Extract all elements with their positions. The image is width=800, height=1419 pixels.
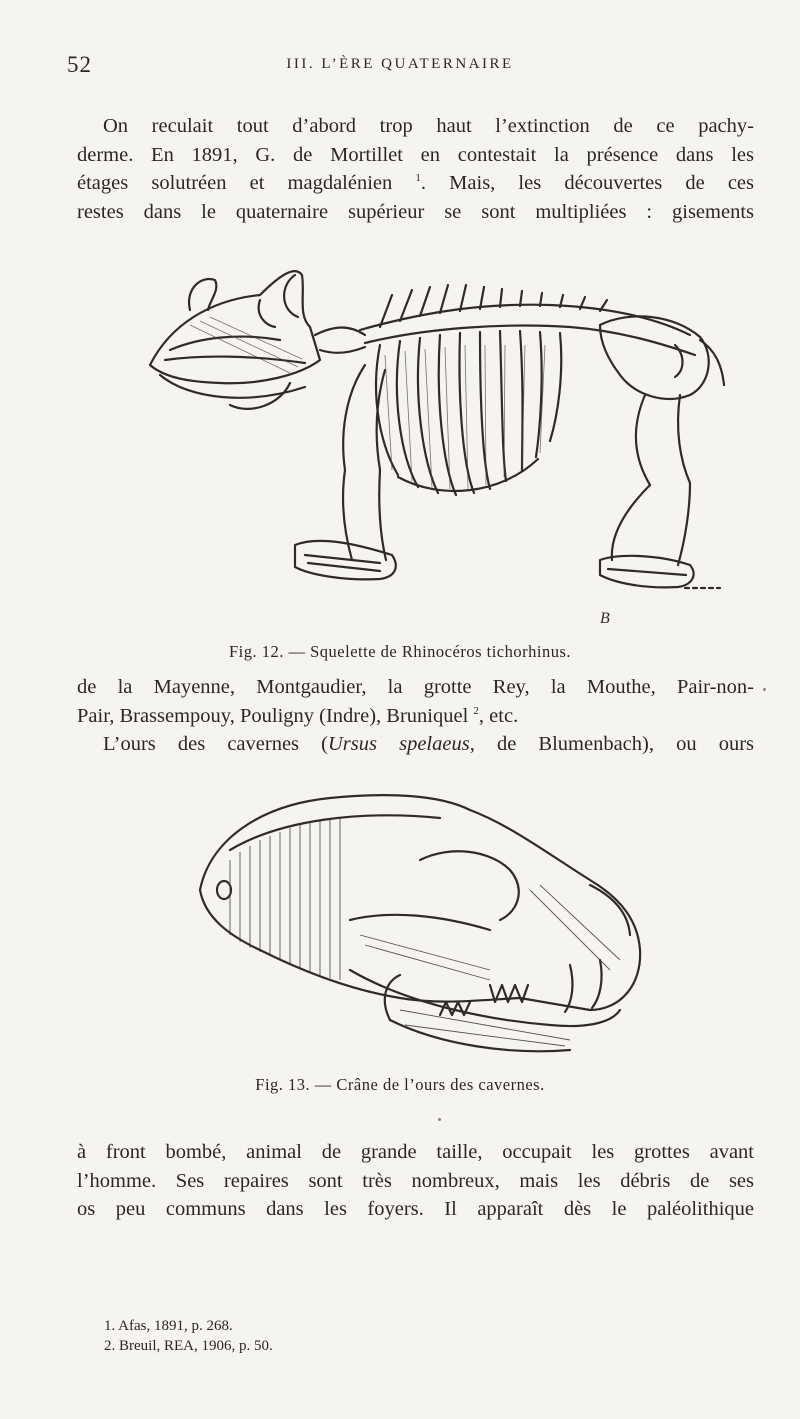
- text-line: de la Mayenne, Montgaudier, la grotte Rey, la Mouthe, Pair-non-: [77, 676, 754, 698]
- footnote: 2. Breuil, REA, 1906, p. 50.: [104, 1338, 273, 1354]
- text-line: L’ours des cavernes (Ursus spelaeus, de Blumenbach), ou ours: [103, 733, 755, 755]
- paragraph-1: [77, 112, 754, 226]
- footnote-ref: 1: [415, 172, 421, 184]
- running-head: [0, 52, 800, 82]
- paragraph-2: [77, 673, 754, 759]
- text-line: restes dans le quaternaire supérieur se sont multipliées : gisements: [77, 200, 754, 223]
- text-line: Pair, Brassempouy, Pouligny (Indre), Bruniquel $^2$, etc.: [77, 704, 519, 727]
- page-number: 52: [67, 52, 92, 77]
- engraver-signature: B: [600, 610, 610, 627]
- chapter-title: III. L’ÈRE QUATERNAIRE: [286, 56, 514, 72]
- footnote-ref: 2: [473, 704, 479, 717]
- figure-13-caption: Fig. 13. — Crâne de l’ours des cavernes.: [255, 1075, 545, 1094]
- text-line: derme. En 1891, G. de Mortillet en contestait la présence dans les: [77, 143, 754, 166]
- footnote: 1. Afas, 1891, p. 268.: [104, 1318, 233, 1334]
- species-name: Ursus spelaeus: [327, 733, 470, 755]
- text-line: étages solutréen et magdalénien $^1$. Mais, les découvertes de ces: [77, 172, 755, 194]
- text-line: On reculait tout d’abord trop haut l’extinction de ce pachy-: [103, 115, 754, 137]
- text-line: à front bombé, animal de grande taille, occupait les grottes avant: [77, 1141, 754, 1163]
- paragraph-4: [77, 1138, 754, 1224]
- text-line: l’homme. Ses repaires sont très nombreux, mais les débris de ses: [77, 1169, 754, 1192]
- footnotes: [104, 1316, 273, 1356]
- cave-bear-skull-figure: [190, 770, 650, 1070]
- page-speck: [438, 1118, 441, 1121]
- page-speck: [763, 688, 766, 691]
- rhinoceros-skeleton-figure: [130, 255, 730, 630]
- figure-12-caption: Fig. 12. — Squelette de Rhinocéros tichorhinus.: [228, 642, 571, 661]
- text-line: os peu communs dans les foyers. Il apparaît dès le paléolithique: [77, 1198, 754, 1220]
